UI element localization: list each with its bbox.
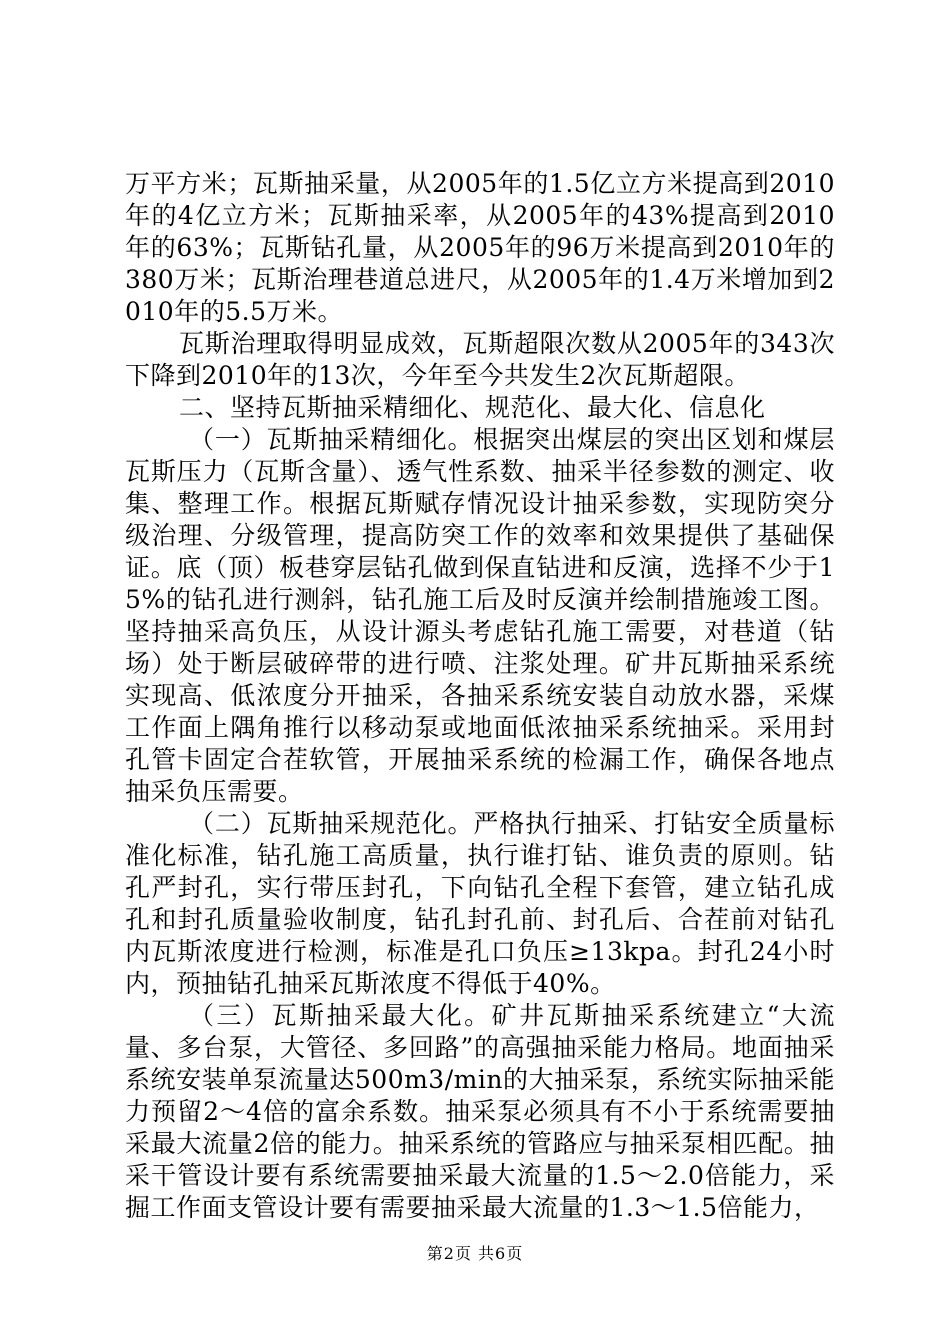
paragraph-standardization: （二）瓦斯抽采规范化。严格执行抽采、打钻安全质量标准化标准，钻孔施工高质量，执行谁打钻、谁负责的原则。钻孔严封孔，实行带压封孔，下向钻孔全程下套管，建立钻孔成孔和封孔质量验收制度，钻孔封孔前、封孔后、合茬前对钻孔内瓦斯浓度进行检测，标准是孔口负压≥13kpa。封孔24小时内，预抽钻孔抽采瓦斯浓度不得低于40%。 [125, 809, 835, 998]
document-body [125, 168, 835, 1224]
paragraph-maximization: （三）瓦斯抽采最大化。矿井瓦斯抽采系统建立“大流量、多台泵，大管径、多回路”的高强抽采能力格局。地面抽采系统安装单泵流量达500m3/min的大抽采泵，系统实际抽采能力预留2～4倍的富余系数。抽采泵必须具有不小于系统需要抽采最大流量2倍的能力。抽采系统的管路应与抽采泵相匹配。抽采干管设计要有系统需要抽采最大流量的1.5～2.0倍能力，采掘工作面支管设计要有需要抽采最大流量的1.3～1.5倍能力， [125, 1001, 835, 1222]
paragraph-continuation: 万平方米；瓦斯抽采量，从2005年的1.5亿立方米提高到2010年的4亿立方米；瓦斯抽采率，从2005年的43%提高到2010年的63%；瓦斯钻孔量，从2005年的96万米提高到2010年的380万米；瓦斯治理巷道总进尺，从2005年的1.4万米增加到2010年的5.5万米。 [125, 169, 835, 326]
paragraph-refinement: （一）瓦斯抽采精细化。根据突出煤层的突出区划和煤层瓦斯压力（瓦斯含量）、透气性系数、抽采半径参数的测定、收集、整理工作。根据瓦斯赋存情况设计抽采参数，实现防突分级治理、分级管理，提高防突工作的效率和效果提供了基础保证。底（顶）板巷穿层钻孔做到保直钻进和反演，选择不少于15%的钻孔进行测斜，钻孔施工后及时反演并绘制措施竣工图。坚持抽采高负压，从设计源头考虑钻孔施工需要，对巷道（钻场）处于断层破碎带的进行喷、注浆处理。矿井瓦斯抽采系统实现高、低浓度分开抽采，各抽采系统安装自动放水器，采煤工作面上隅角推行以移动泵或地面低浓抽采系统抽采。采用封孔管卡固定合茬软管，开展抽采系统的检漏工作，确保各地点抽采负压需要。 [125, 425, 835, 806]
page-number: 第2页 共6页 [426, 1244, 524, 1263]
paragraph-results: 瓦斯治理取得明显成效，瓦斯超限次数从2005年的343次下降到2010年的13次，今年至今共发生2次瓦斯超限。 [125, 329, 835, 390]
section-heading: 二、坚持瓦斯抽采精细化、规范化、最大化、信息化 [179, 393, 766, 422]
